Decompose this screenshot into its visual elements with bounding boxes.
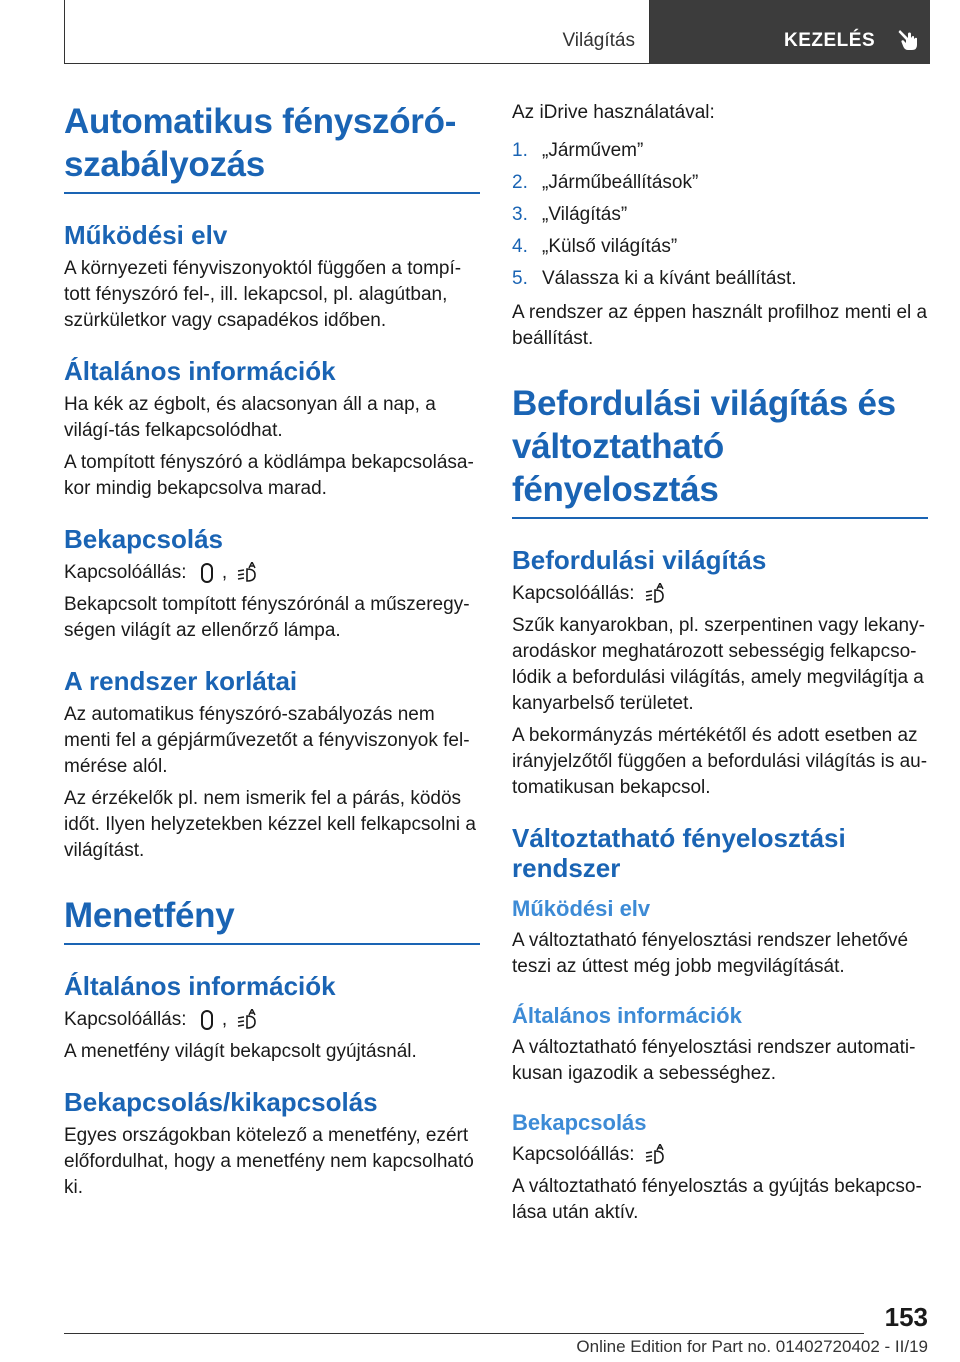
- text-general-info-1: Ha kék az égbolt, és alacsonyan áll a nap, a világí-tás felkapcsolódhat.: [64, 394, 436, 441]
- text-vld-general-info: A változtatható fényelosztási rendszer automati-kusan igazodik a sebességhez.: [512, 1037, 916, 1084]
- list-item: 5. Válassza ki a kívánt beállítást.: [512, 268, 797, 289]
- right-column: [512, 100, 928, 1232]
- text-vld-switch-on: A változtatható fényelosztás a gyújtás bekapcso-lása után aktív.: [512, 1176, 922, 1223]
- footer-edition: Online Edition for Part no. 01402720402 - II/19: [576, 1337, 928, 1356]
- idrive-steps-list: [512, 138, 928, 292]
- text-cornering-2: A bekormányzás mértékétől és adott esetben az irányjelzőtől függően a befordulási világítás is au-tomatikusan bekapcsol.: [512, 725, 928, 798]
- heading-auto-headlight: Automatikus fényszóró-szabályozás: [64, 100, 480, 194]
- heading-switch-on-off: Bekapcsolás/kikapcsolás: [64, 1087, 378, 1117]
- list-item: 3. „Világítás”: [512, 204, 628, 225]
- icon-separator: ,: [221, 562, 228, 583]
- pointing-hand-icon: [896, 27, 922, 53]
- text-switch-on: Bekapcsolt tompított fényszórónál a műszeregy-ségen világít az ellenőrző lámpa.: [64, 594, 470, 641]
- heading-general-info: Általános információk: [64, 356, 336, 386]
- heading-switch-on: Bekapcsolás: [64, 524, 223, 554]
- page-number: 153: [884, 1302, 928, 1332]
- heading-cornering-light: Befordulási világítás és változtatható fényelosztás: [512, 382, 928, 519]
- footer-divider: [64, 1333, 864, 1334]
- text-system-limits-2: Az érzékelők pl. nem ismerik fel a párás, ködös időt. Ilyen helyzetekben kézzel kell felkapcsolni a világítást.: [64, 788, 476, 861]
- text-vld-operating-principle: A változtatható fényelosztási rendszer lehetővé teszi az úttest még jobb megvilágítását.: [512, 930, 909, 977]
- heading-cornering-light-sub: Befordulási világítás: [512, 545, 767, 575]
- auto-headlight-icon: [644, 1144, 666, 1166]
- text-drl-general-info: A menetfény világít bekapcsolt gyújtásnál.: [64, 1041, 417, 1062]
- switch-position-line: [64, 560, 480, 586]
- header-section-box: [64, 0, 650, 64]
- text-switch-on-off: Egyes országokban kötelező a menetfény, ezért előfordulhat, hogy a menetfény nem kapcsolható ki.: [64, 1125, 474, 1198]
- heading-vld-operating-principle: Működési elv: [512, 896, 651, 921]
- auto-headlight-icon: [644, 583, 666, 605]
- switch-position-line-vld: [512, 1142, 928, 1168]
- list-item: 4. „Külső világítás”: [512, 236, 678, 257]
- text-system-limits-1: Az automatikus fényszóró-szabályozás nem menti fel a gépjárművezetőt a fényviszonyok fel-mérése alól.: [64, 704, 470, 777]
- heading-vld-general-info: Általános információk: [512, 1003, 742, 1028]
- auto-headlight-icon: [236, 562, 258, 584]
- heading-operating-principle: Működési elv: [64, 220, 228, 250]
- heading-variable-light-distribution: Változtatható fényelosztási rendszer: [512, 823, 846, 883]
- header-chapter-title: KEZELÉS: [784, 30, 876, 51]
- text-idrive-intro: Az iDrive használatával:: [512, 102, 715, 123]
- switch-position-line-cornering: [512, 581, 928, 607]
- text-cornering-1: Szűk kanyarokban, pl. szerpentinen vagy lekany-arodáskor meghatározott sebességig felkapcso-lódik a befordulási világítás, amely megvilágítja a kanyarbelső területet.: [512, 615, 925, 714]
- list-item: 2. „Járműbeállítások”: [512, 172, 699, 193]
- list-item: 1. „Járművem”: [512, 140, 644, 161]
- heading-system-limits: A rendszer korlátai: [64, 666, 298, 696]
- switch-position-line-drl: [64, 1007, 480, 1033]
- switch-zero-icon: [196, 562, 218, 584]
- header-section-title: Világítás: [562, 30, 635, 51]
- switch-position-label: Kapcsolóállás:: [64, 562, 187, 583]
- heading-daytime-running-light: Menetfény: [64, 894, 480, 945]
- switch-position-label: Kapcsolóállás:: [512, 1144, 635, 1165]
- left-column: [64, 100, 480, 1207]
- switch-position-label: Kapcsolóállás:: [64, 1009, 187, 1030]
- heading-vld-switch-on: Bekapcsolás: [512, 1110, 647, 1135]
- switch-zero-icon: [196, 1009, 218, 1031]
- header-chapter-box: [650, 0, 930, 64]
- switch-position-label: Kapcsolóállás:: [512, 583, 635, 604]
- text-general-info-2: A tompított fényszóró a ködlámpa bekapcsolása-kor mindig bekapcsolva marad.: [64, 452, 474, 499]
- heading-drl-general-info: Általános információk: [64, 971, 336, 1001]
- icon-separator: ,: [221, 1009, 228, 1030]
- text-profile-save: A rendszer az éppen használt profilhoz menti el a beállítást.: [512, 302, 928, 349]
- text-operating-principle: A környezeti fényviszonyoktól függően a tompí-tott fényszóró fel-, ill. lekapcsol, pl. alagútban, szürkületkor vagy csapadékos időben.: [64, 258, 462, 331]
- auto-headlight-icon: [236, 1009, 258, 1031]
